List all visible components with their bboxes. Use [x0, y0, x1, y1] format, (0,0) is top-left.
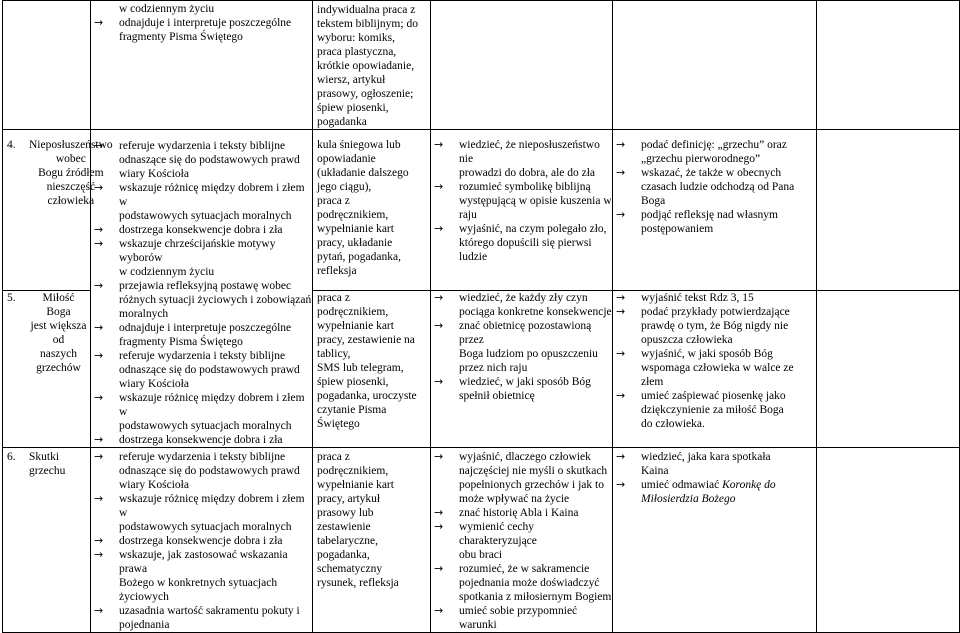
list-item: → wskazać, że także w obecnych czasach ludzie odchodzą od Pana Boga — [613, 166, 816, 208]
cell-methods-4 — [313, 130, 431, 291]
list-item: → wskazuje różnicę między dobrem i złem w podstawowych sytuacjach moralnych — [91, 181, 312, 223]
text-line: schematyczny — [317, 563, 383, 575]
list-item: → wskazuje różnicę między dobrem i złem w podstawowych sytuacjach moralnych — [91, 391, 312, 433]
text-line: śpiew piosenki, — [317, 102, 389, 114]
methods-text — [313, 1, 430, 129]
cell-requirements-6 — [91, 448, 313, 633]
cell-empty — [431, 1, 613, 130]
cell-topic-4 — [3, 130, 113, 291]
curriculum-table — [2, 0, 960, 633]
list-item: → wyjaśnić, w jaki sposób Bóg wspomaga człowieka w walce ze złem — [613, 347, 816, 389]
list-item: → rozumieć, że w sakramencie pojednania może doświadczyć spotkania z miłosiernym Bogiem — [431, 562, 612, 604]
text-line: jego ciągu), — [317, 181, 372, 193]
cell-empty — [817, 290, 960, 447]
text-line: jest większa od — [30, 319, 87, 346]
text-line: pracy, artykuł — [317, 493, 381, 505]
text-line: czytanie Pisma — [317, 403, 387, 416]
text-line: podręcznikiem, — [317, 305, 389, 318]
list-item: → wyjaśnić tekst Rdz 3, 15 — [613, 291, 816, 305]
cell-methods-5 — [313, 290, 431, 447]
table-row-6 — [3, 448, 960, 633]
text-line: grzechów — [36, 361, 81, 374]
table-row-top — [3, 1, 960, 130]
text-line: pracy, układanie — [317, 237, 393, 249]
list-item: w codziennym życiu — [119, 3, 215, 15]
list-item: → referuje wydarzenia i teksty biblijne odnaszące się do podstawowych prawd wiary Kościoła — [91, 139, 312, 181]
list-item: → wskazuje różnicę między dobrem i złem w podstawowych sytuacjach moralnych — [91, 492, 312, 534]
text-line: wiersz, artykuł — [317, 74, 386, 86]
text-line: wyboru: komiks, — [317, 32, 395, 44]
text-line: tekstem biblijnym; do — [317, 18, 418, 30]
text-line: rysunek, refleksja — [317, 577, 399, 589]
cell-knowledge-6 — [431, 448, 613, 633]
text-line: Bogu źródłem — [38, 167, 104, 179]
cell-skills-6 — [613, 448, 817, 633]
text-line: pracy, zestawienie na — [317, 333, 415, 346]
text-line: człowieka — [47, 195, 95, 207]
cell-topic-5 — [3, 290, 91, 447]
text-line: podręcznikiem, — [317, 209, 389, 221]
list-item: → wskazuje, jak zastosować wskazania prawa Bożego w konkretnych sytuacjach życiowych — [91, 548, 312, 604]
text-line: krótkie opowiadanie, — [317, 60, 415, 72]
list-item: → referuje wydarzenia i teksty biblijne odnaszące się do podstawowych prawd wiary Kościoła — [91, 450, 312, 492]
text-line: wypełnianie kart — [317, 479, 394, 491]
text-line: Miłość Boga — [42, 291, 75, 318]
cell-knowledge-5 — [431, 290, 613, 447]
text-line: wypełnianie kart — [317, 223, 394, 235]
list-item: → podać przykłady potwierdzające prawdę o tym, że Bóg nigdy nie opuszcza człowieka — [613, 305, 816, 347]
list-item: → umieć sobie przypomnieć warunki — [431, 604, 612, 632]
text-line: pogadanka — [317, 116, 367, 128]
topic-title: Skutki grzechu — [29, 451, 66, 477]
text-line: śpiew piosenki, — [317, 375, 389, 388]
list-item: → wskazuje chrześcijańskie motywy wyborów w codziennym życiu — [91, 237, 312, 279]
cell-empty — [3, 1, 91, 130]
list-item: → odnajduje i interpretuje poszczególne fragmenty Pisma Świętego — [91, 321, 312, 349]
text-line: zestawienie — [317, 521, 371, 533]
list-item: → dostrzega konsekwencje dobra i zła — [91, 534, 312, 548]
text-line: (układanie dalszego — [317, 167, 409, 179]
list-item: → podjąć refleksję nad własnym postępowaniem — [613, 208, 816, 236]
list-item: → wiedzieć, że nieposłuszeństwo nie prowadzi do dobra, ale do zła — [431, 138, 612, 180]
list-item: → odnajduje i interpretuje poszczególne — [91, 16, 312, 30]
text-line: praca z — [317, 291, 350, 304]
text-line: tabelaryczne, — [317, 535, 378, 547]
cell-requirements-top — [91, 1, 313, 130]
cell-methods-6 — [313, 448, 431, 633]
text-line: opowiadanie — [317, 153, 376, 165]
text-line: refleksja — [317, 265, 357, 277]
text-line: naszych — [39, 347, 78, 360]
cell-empty — [817, 130, 960, 291]
list-item: → znać obietnicę pozostawioną przez Boga ludziom po opuszczeniu przez nich raju — [431, 319, 612, 375]
text-line: nieszczęść — [46, 181, 96, 193]
text-line: Świętego — [317, 417, 360, 430]
list-item: → wiedzieć, że każdy zły czyn pociąga konkretne konsekwencje — [431, 291, 612, 319]
list-item: → wyjaśnić, na czym polegało zło, którego dopuścili się pierwsi ludzie — [431, 222, 612, 264]
list-item: → umieć odmawiać Koronkę do Miłosierdzia Bożego — [613, 478, 816, 506]
list-item: → wiedzieć, jaka kara spotkała Kaina — [613, 450, 816, 478]
list-item: → referuje wydarzenia i teksty biblijne odnaszące się do podstawowych prawd wiary Kościoła — [91, 349, 312, 391]
row-number: 5. — [7, 291, 16, 304]
list-item: → dostrzega konsekwencje dobra i zła — [91, 433, 312, 447]
text-line: prasowy lub — [317, 507, 374, 519]
cell-knowledge-4 — [431, 130, 613, 291]
text-line: tablicy, — [317, 347, 351, 360]
list-item: → umieć zaśpiewać piosenkę jako dziękczynienie za miłość Boga do człowieka. — [613, 389, 816, 431]
row-number: 6. — [7, 451, 16, 463]
cell-methods-top — [313, 1, 431, 130]
list-item: → uzasadnia wartość sakramentu pokuty i pojednania — [91, 604, 312, 632]
list-item: → przejawia refleksyjną postawę wobec różnych sytuacji życiowych i zobowiązań moralnych — [91, 279, 312, 321]
text-line: praca plastyczna, — [317, 46, 397, 58]
table-row-4 — [3, 130, 960, 291]
list-item: → wymienić cechy charakteryzujące obu braci — [431, 520, 612, 562]
cell-skills-5 — [613, 290, 817, 447]
text-line: pogadanka, — [317, 549, 370, 561]
cell-topic-6 — [3, 448, 91, 633]
row-number: 4. — [7, 139, 16, 151]
text-line: wypełnianie kart — [317, 319, 394, 332]
cell-empty — [817, 1, 960, 130]
text-line: praca z — [317, 451, 350, 463]
list-item: → rozumieć symbolikę biblijną występującą w opisie kuszenia w raju — [431, 180, 612, 222]
text-line: pogadanka, uroczyste — [317, 389, 417, 402]
text-line: pytań, pogadanka, — [317, 251, 401, 263]
text-line: indywidualna praca z — [317, 4, 416, 16]
text-line: SMS lub telegram, — [317, 361, 404, 374]
text-line: Nieposłuszeństwo wobec — [29, 139, 113, 165]
list-item: → wyjaśnić, dlaczego człowiek najczęściej nie myśli o skutkach popełnionych grzechów i jak to może wpływać na życie — [431, 450, 612, 506]
list-item: → dostrzega konsekwencje dobra i zła — [91, 223, 312, 237]
text-line: podręcznikiem, — [317, 465, 389, 477]
topic-title — [29, 291, 88, 375]
cell-requirements-45 — [91, 130, 313, 448]
cell-empty — [613, 1, 817, 130]
cell-empty — [817, 448, 960, 633]
list-item: fragmenty Pisma Świętego — [119, 31, 243, 43]
text-line: kula śniegowa lub — [317, 139, 401, 151]
text-line: prasowy, ogłoszenie; — [317, 88, 414, 100]
list-item: → podać definicję: „grzechu” oraz „grzechu pierworodnego” — [613, 138, 816, 166]
text-line: praca z — [317, 195, 350, 207]
cell-skills-4 — [613, 130, 817, 291]
list-item: → wiedzieć, w jaki sposób Bóg spełnił obietnicę — [431, 375, 612, 403]
list-item: → znać historię Abla i Kaina — [431, 506, 612, 520]
